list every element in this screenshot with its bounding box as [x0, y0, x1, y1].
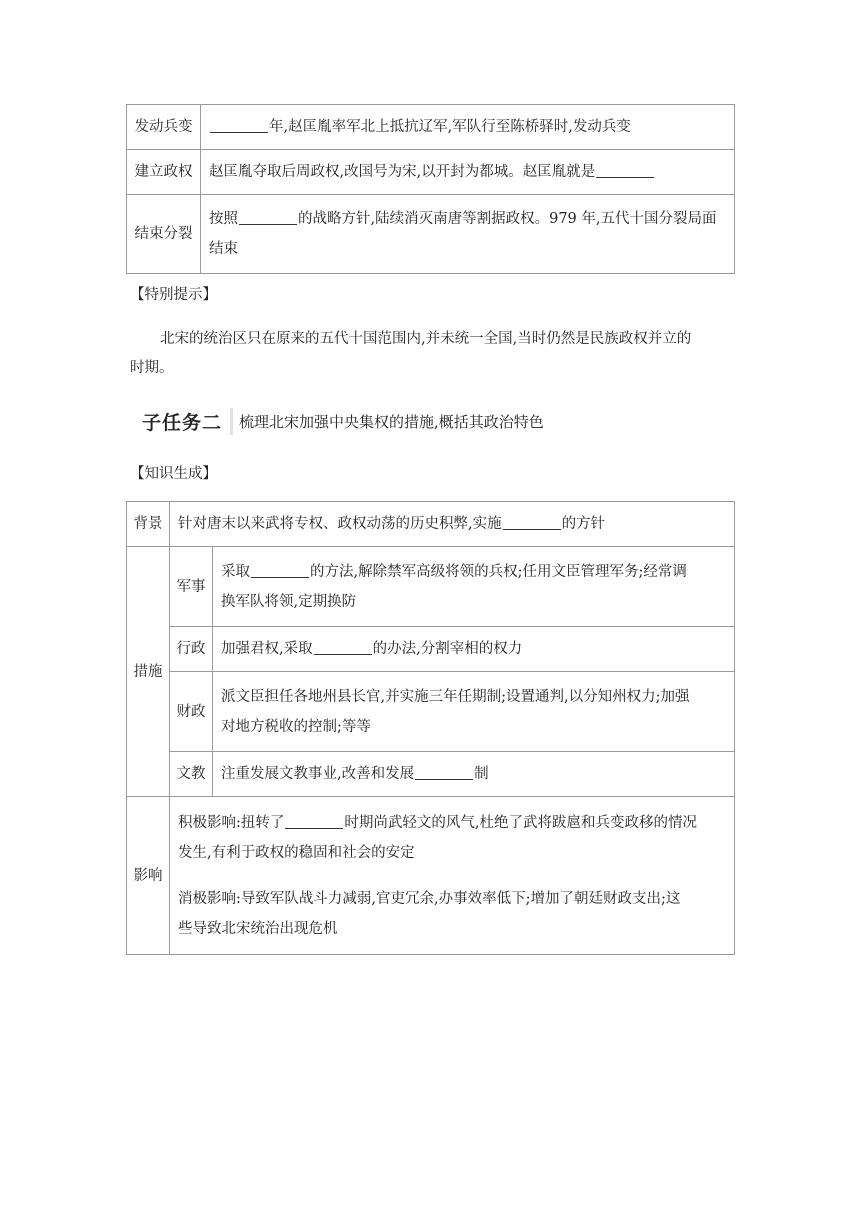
centralization-table — [126, 501, 735, 955]
subtask-title: 梳理北宋加强中央集权的措施,概括其政治特色 — [239, 413, 544, 431]
row-label: 背景 — [127, 502, 170, 547]
row-content: 积极影响:扭转了 时期尚武轻文的风气,杜绝了武将跋扈和兵变政移的情况 发生,有利于政权的稳固和社会的安定 消极影响:导致军队战斗力减弱,官吏冗余,办事效率低下;增加了朝廷财政支出;这 些导致北宋统治出现危机 — [170, 797, 735, 955]
table-row — [127, 627, 735, 672]
row-content: 采取 的方法,解除禁军高级将领的兵权;任用文臣管理军务;经常调 换军队将领,定期换防 — [213, 547, 735, 627]
row-content: 赵匡胤夺取后周政权,改国号为宋,以开封为都城。赵匡胤就是 — [201, 150, 735, 195]
fill-blank[interactable] — [314, 638, 372, 655]
special-tip-heading: 【特别提示】 — [130, 287, 217, 303]
table-row — [127, 105, 735, 150]
sub-label: 军事 — [170, 547, 213, 627]
sub-label: 行政 — [170, 627, 213, 672]
row-content: 按照 的战略方针,陆续消灭南唐等割据政权。979 年,五代十国分裂局面 结束 — [201, 195, 735, 274]
fill-blank[interactable] — [415, 763, 473, 780]
negative-impact: 消极影响:导致军队战斗力减弱,官吏冗余,办事效率低下;增加了朝廷财政支出;这 — [178, 890, 681, 907]
row-content: 加强君权,采取 的办法,分割宰相的权力 — [213, 627, 735, 672]
fill-blank[interactable] — [239, 208, 297, 225]
fill-blank[interactable] — [210, 116, 268, 133]
table-row — [127, 797, 735, 955]
table-row — [127, 752, 735, 797]
special-tip-paragraph: 北宋的统治区只在原来的五代十国范围内,并未统一全国,当时仍然是民族政权并立的 时期。 — [130, 331, 692, 376]
table-row — [127, 547, 735, 627]
subtask-tag: 子任务二 — [142, 408, 233, 435]
founding-table — [126, 104, 735, 274]
row-label: 结束分裂 — [127, 195, 201, 274]
row-content: 派文臣担任各地州县长官,并实施三年任期制;设置通判,以分知州权力;加强 对地方税收的控制;等等 — [213, 672, 735, 752]
knowledge-heading: 【知识生成】 — [130, 466, 217, 482]
row-label: 建立政权 — [127, 150, 201, 195]
table-row — [127, 502, 735, 547]
sub-label: 文教 — [170, 752, 213, 797]
table-row — [127, 195, 735, 274]
table-row — [127, 150, 735, 195]
row-label: 影响 — [127, 797, 170, 955]
sub-label: 财政 — [170, 672, 213, 752]
row-label: 发动兵变 — [127, 105, 201, 150]
subtask-heading — [142, 408, 544, 435]
row-content: 注重发展文教事业,改善和发展 制 — [213, 752, 735, 797]
fill-blank[interactable] — [251, 561, 309, 578]
positive-impact: 积极影响:扭转了 时期尚武轻文的风气,杜绝了武将跋扈和兵变政移的情况 — [178, 808, 726, 838]
fill-blank[interactable] — [596, 161, 654, 178]
fill-blank[interactable] — [285, 812, 343, 829]
row-label: 措施 — [127, 547, 170, 797]
table-row — [127, 672, 735, 752]
row-content: 针对唐末以来武将专权、政权动荡的历史积弊,实施 的方针 — [170, 502, 735, 547]
row-content: 年,赵匡胤率军北上抵抗辽军,军队行至陈桥驿时,发动兵变 — [201, 105, 735, 150]
fill-blank[interactable] — [503, 513, 561, 530]
